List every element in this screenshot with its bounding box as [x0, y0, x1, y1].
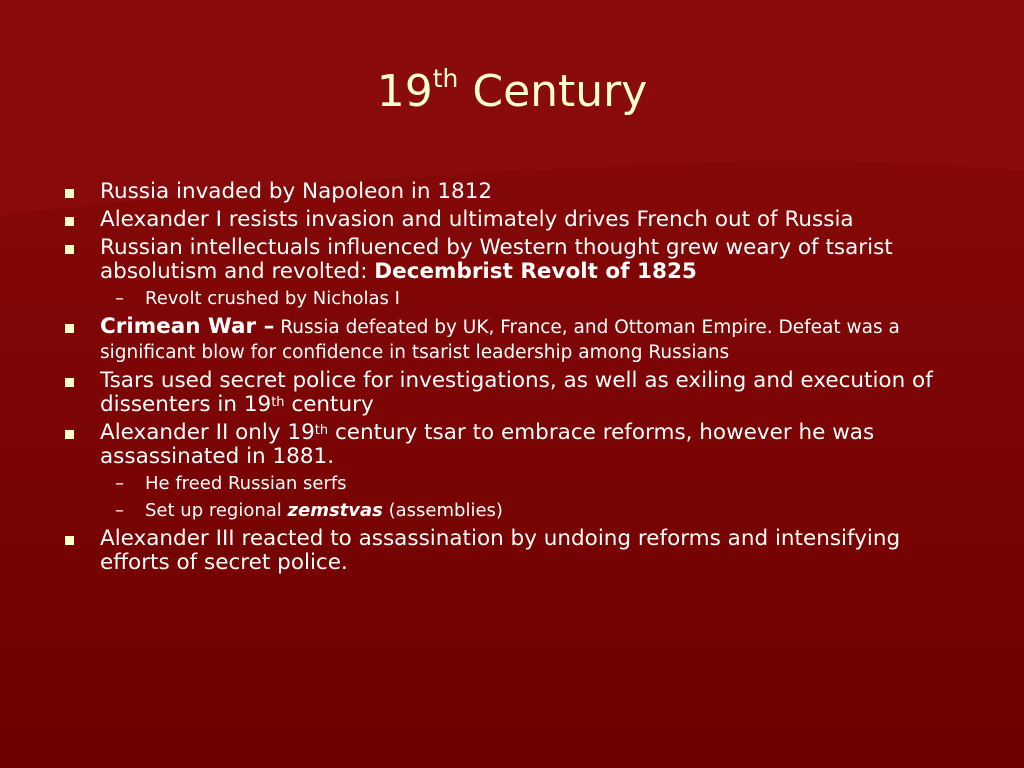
slide-title [0, 64, 1024, 117]
sub-item-zemstvas [62, 500, 962, 522]
square-bullet-icon [65, 189, 74, 198]
sub-item-text: Revolt crushed by Nicholas I [145, 288, 400, 309]
bullet-text: Alexander I resists invasion and ultimately drives French out of Russia [100, 207, 854, 232]
sub-item-text: Set up regional [145, 500, 288, 521]
bullet-text: century [284, 392, 374, 417]
bullet-item-decembrist [62, 236, 962, 284]
bullet-text: Alexander II only 19 [100, 420, 315, 445]
bullet-item-napoleon [62, 180, 962, 204]
bullet-text: Russian intellectuals influenced by Western thought grew weary of tsarist absolutism and revolted: [100, 235, 893, 284]
title-text: Century [458, 66, 648, 117]
bullet-item-alexander-i [62, 208, 962, 232]
bullet-bold-text: Crimean War – [100, 314, 275, 339]
square-bullet-icon [65, 378, 74, 387]
bullet-text: Tsars used secret police for investigations, as well as exiling and execution of dissenters in 19 [100, 368, 933, 417]
bullet-text: century tsar to embrace reforms, however he was assassinated in 1881. [100, 420, 875, 469]
sub-item-serfs [62, 473, 962, 495]
ordinal-suffix: th [314, 423, 329, 438]
bullet-text: Russia invaded by Napoleon in 1812 [100, 179, 493, 204]
bullet-text: Russia defeated by UK, France, and Ottoman Empire. Defeat was a significant blow for confidence in tsarist leadership among Russians [100, 317, 900, 363]
square-bullet-icon [65, 430, 74, 439]
bullet-item-secret-police [62, 369, 962, 417]
dash-bullet-icon: – [115, 500, 124, 521]
sub-item-text: (assemblies) [382, 500, 503, 521]
square-bullet-icon [65, 536, 74, 545]
bullet-item-alexander-ii [62, 421, 962, 469]
square-bullet-icon [65, 245, 74, 254]
ordinal-suffix: th [271, 395, 285, 410]
bullet-text: Alexander III reacted to assassination by undoing reforms and intensifying efforts of secret police. [100, 526, 901, 575]
title-ordinal: th [432, 64, 459, 93]
bullet-bold-text: Decembrist Revolt of 1825 [374, 259, 697, 284]
square-bullet-icon [65, 324, 74, 333]
title-number: 19 [376, 66, 433, 117]
dash-bullet-icon: – [115, 288, 124, 309]
sub-item-text: He freed Russian serfs [145, 473, 347, 494]
sub-item-nicholas [62, 288, 962, 310]
bullet-item-crimean-war [62, 315, 962, 365]
bullet-item-alexander-iii [62, 527, 962, 575]
sub-item-bold-italic: zemstvas [287, 500, 383, 521]
square-bullet-icon [65, 217, 74, 226]
dash-bullet-icon: – [115, 473, 124, 494]
bullet-list [62, 180, 962, 579]
